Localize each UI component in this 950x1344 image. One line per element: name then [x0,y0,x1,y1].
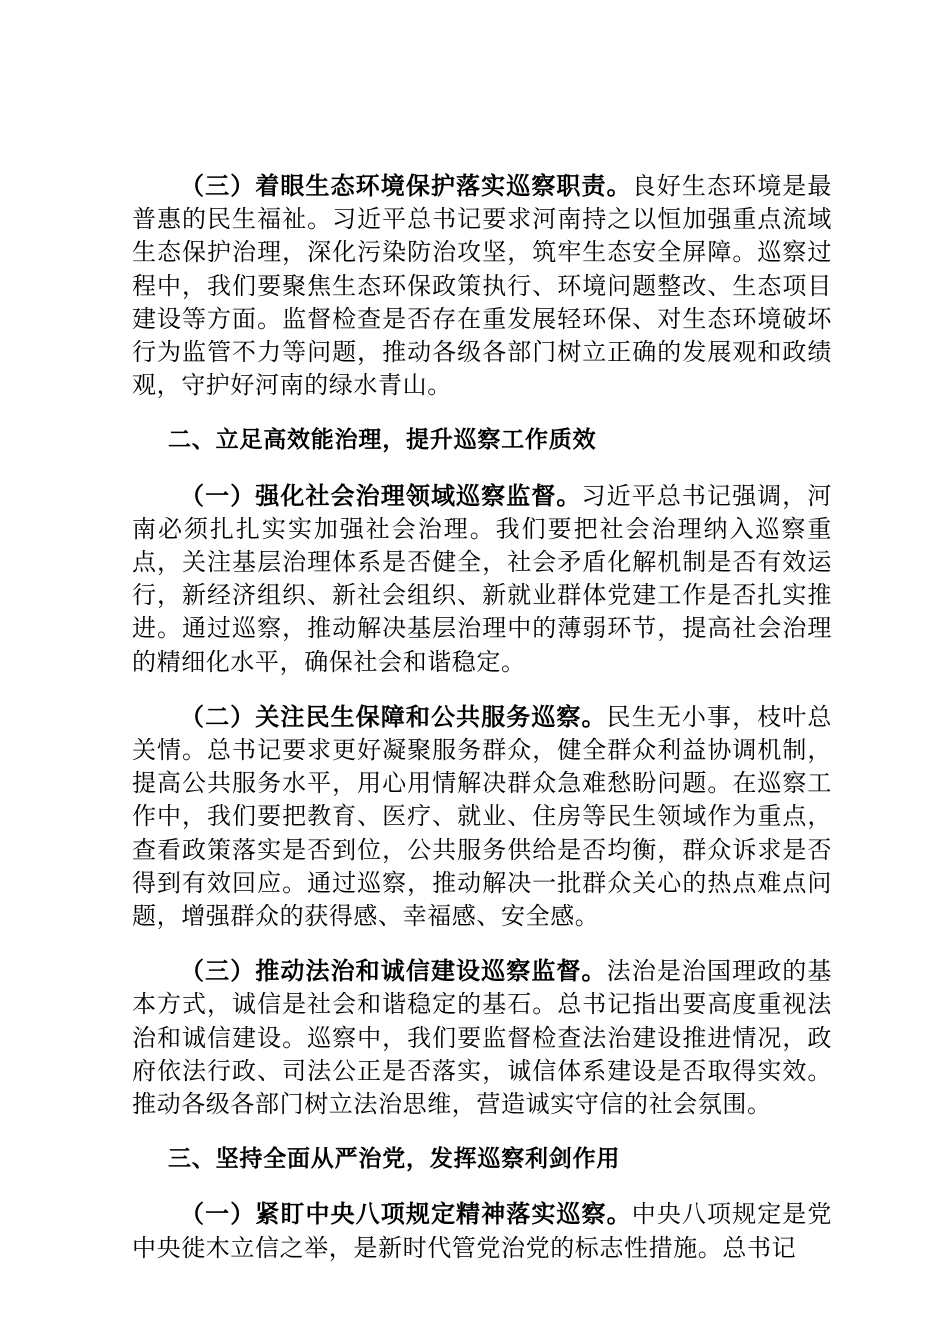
paragraph-social-governance [132,480,832,679]
paragraph-lead: （一）强化社会治理领域巡察监督。 [180,481,582,510]
paragraph-eight-rules [132,1198,832,1264]
paragraph-ecology [132,170,832,402]
paragraph-lead: （三）推动法治和诚信建设巡察监督。 [180,957,607,986]
section-heading-2: 二、立足高效能治理，提升巡察工作质效 [168,427,597,454]
paragraph-lead: （二）关注民生保障和公共服务巡察。 [180,702,607,731]
paragraph-body: 法治是治国理政的基本方式，诚信是社会和谐稳定的基石。总书记指出要高度重视法治和诚信建设。巡察中，我们要监督检查法治建设推进情况，政府依法行政、司法公正是否落实，诚信体系建设是否取得实效。推动各级各部门树立法治思维，营造诚实守信的社会氛围。 [132,957,832,1119]
paragraph-livelihood [132,701,832,933]
paragraph-body: 良好生态环境是最普惠的民生福祉。习近平总书记要求河南持之以恒加强重点流域生态保护治理，深化污染防治攻坚，筑牢生态安全屏障。巡察过程中，我们要聚焦生态环保政策执行、环境问题整改、生态项目建设等方面。监督检查是否存在重发展轻环保、对生态环境破坏行为监管不力等问题，推动各级各部门树立正确的发展观和政绩观，守护好河南的绿水青山。 [132,172,832,400]
section-heading-3: 三、坚持全面从严治党，发挥巡察利剑作用 [168,1146,621,1173]
paragraph-body: 习近平总书记强调，河南必须扎扎实实加强社会治理。我们要把社会治理纳入巡察重点，关注基层治理体系是否健全，社会矛盾化解机制是否有效运行，新经济组织、新社会组织、新就业群体党建工作是否扎实推进。通过巡察，推动解决基层治理中的薄弱环节，提高社会治理的精细化水平，确保社会和谐稳定。 [132,481,832,676]
paragraph-body: 中央八项规定是党中央徙木立信之举，是新时代管党治党的标志性措施。总书记 [132,1200,832,1262]
paragraph-lead: （三）着眼生态环境保护落实巡察职责。 [180,172,632,200]
paragraph-rule-of-law [132,955,832,1121]
paragraph-lead: （一）紧盯中央八项规定精神落实巡察。 [180,1200,632,1229]
document-page [132,170,832,1287]
paragraph-body: 民生无小事，枝叶总关情。总书记要求更好凝聚服务群众，健全群众利益协调机制，提高公共服务水平，用心用情解决群众急难愁盼问题。在巡察工作中，我们要把教育、医疗、就业、住房等民生领域作为重点，查看政策落实是否到位，公共服务供给是否均衡，群众诉求是否得到有效回应。通过巡察，推动解决一批群众关心的热点难点问题，增强群众的获得感、幸福感、安全感。 [132,702,832,931]
